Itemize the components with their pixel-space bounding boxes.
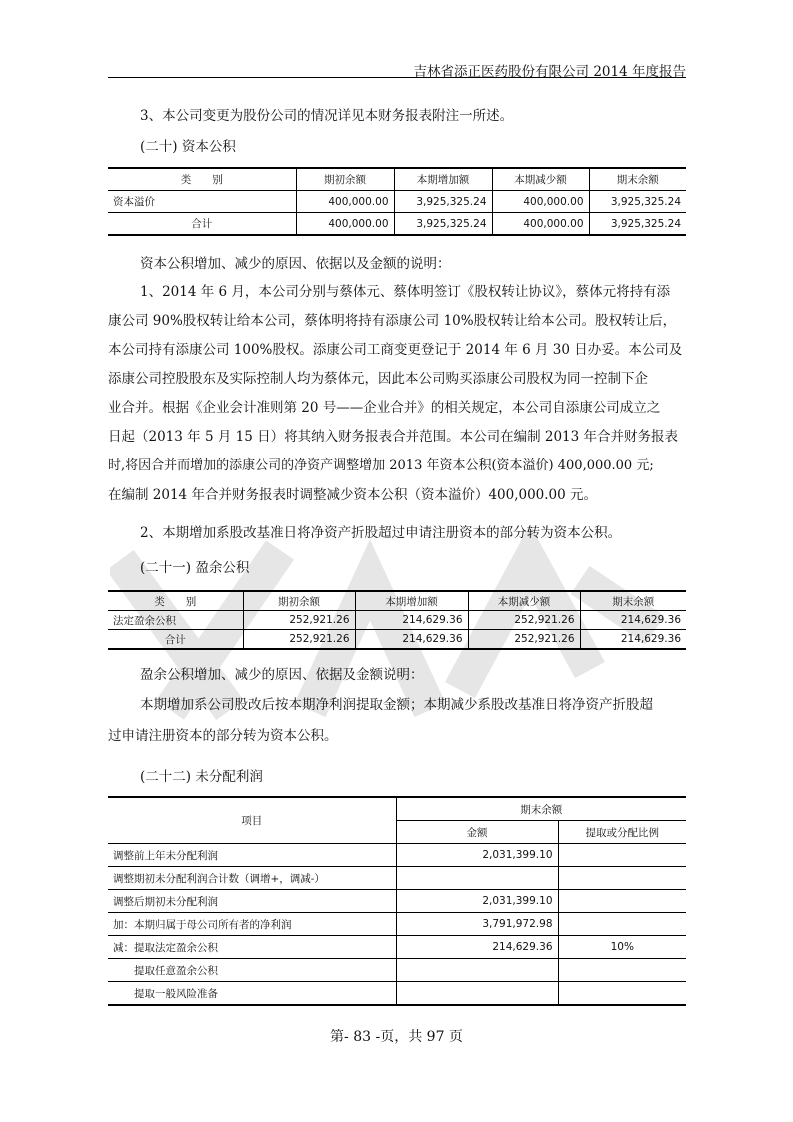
- explain-line: 过申请注册资本的部分转为资本公积。: [108, 728, 338, 744]
- table-row: [108, 844, 686, 867]
- column-header: 本期增加额: [355, 591, 468, 611]
- row-label: 提取一般风险准备: [108, 982, 396, 1006]
- cell-value: [558, 959, 686, 982]
- cell-value: 214,629.36: [396, 936, 558, 959]
- column-header: 类 别: [108, 168, 296, 191]
- cell-value: 400,000.00: [492, 191, 589, 213]
- cell-value: [558, 890, 686, 913]
- explain-line: 在编制 2014 年合并财务报表时调整减少资本公积（资本溢价）400,000.00 元。: [108, 487, 598, 503]
- explain-line: 时,将因合并而增加的添康公司的净资产调整增加 2013 年资本公积(资本溢价) 400,000.00 元;: [108, 458, 654, 473]
- cell-value: 400,000.00: [492, 213, 589, 236]
- column-header-amount: 金额: [396, 821, 558, 844]
- cell-value: [558, 913, 686, 936]
- row-label: 资本溢价: [108, 191, 296, 213]
- cell-value: [396, 867, 558, 890]
- cell-value: 10%: [558, 936, 686, 959]
- cell-value: [558, 867, 686, 890]
- row-label: 调整前上年未分配利润: [108, 844, 396, 867]
- cell-value: 252,921.26: [243, 630, 355, 650]
- explain-line: 添康公司控股股东及实际控制人均为蔡体元，因此本公司购买添康公司股权为同一控制下企: [108, 371, 648, 387]
- cell-value: [396, 982, 558, 1006]
- column-header: 类 别: [108, 591, 243, 611]
- column-header: 本期增加额: [394, 168, 492, 191]
- column-header-item: 项目: [108, 797, 396, 844]
- cell-value: 214,629.36: [580, 611, 686, 630]
- table-row-total: [108, 630, 686, 650]
- table-row: [108, 982, 686, 1006]
- table-row: [108, 191, 686, 213]
- table-row: [108, 867, 686, 890]
- row-label: 调整期初未分配利润合计数（调增+，调减-）: [108, 867, 396, 890]
- explain-line: 本期增加系公司股改后按本期净利润提取金额；本期减少系股改基准日将净资产折股超: [140, 697, 653, 713]
- cell-value: 3,925,325.24: [394, 191, 492, 213]
- header-rule: [108, 77, 686, 78]
- table-row: [108, 611, 686, 630]
- table-row-total: [108, 213, 686, 236]
- column-header: 本期减少额: [468, 591, 580, 611]
- row-label: 合计: [108, 630, 243, 650]
- explain-line: 本公司持有添康公司 100%股权。添康公司工商变更登记于 2014 年 6 月 30 日办妥。本公司及: [108, 342, 683, 358]
- undistributed-profit-table: [108, 796, 686, 1006]
- table-header-row: [108, 168, 686, 191]
- table-row: [108, 913, 686, 936]
- explain-line: 2、本期增加系股改基准日将净资产折股超过申请注册资本的部分转为资本公积。: [140, 525, 622, 541]
- column-header: 期初余额: [296, 168, 394, 191]
- table-row: [108, 936, 686, 959]
- explain-line: 业合并。根据《企业会计准则第 20 号——企业合并》的相关规定，本公司自添康公司成立之: [108, 400, 661, 416]
- cell-value: 252,921.26: [468, 611, 580, 630]
- cell-value: [558, 982, 686, 1006]
- cell-value: 3,791,972.98: [396, 913, 558, 936]
- report-header: 吉林省添正医药股份有限公司 2014 年度报告: [413, 64, 686, 80]
- surplus-explain-title: 盈余公积增加、减少的原因、依据及金额说明：: [140, 667, 424, 683]
- explain-line: 1、2014 年 6 月，本公司分别与蔡体元、蔡体明签订《股权转让协议》，蔡体元将持有添: [140, 284, 671, 300]
- row-label: 减：提取法定盈余公积: [108, 936, 396, 959]
- cell-value: 214,629.36: [580, 630, 686, 650]
- column-header: 期末余额: [580, 591, 686, 611]
- row-label: 调整后期初未分配利润: [108, 890, 396, 913]
- cell-value: 400,000.00: [296, 213, 394, 236]
- cell-value: 400,000.00: [296, 191, 394, 213]
- cell-value: 3,925,325.24: [589, 213, 686, 236]
- cell-value: 2,031,399.10: [396, 890, 558, 913]
- cell-value: [396, 959, 558, 982]
- column-header: 期初余额: [243, 591, 355, 611]
- surplus-reserve-table: [108, 590, 686, 650]
- cell-value: 214,629.36: [355, 630, 468, 650]
- table-row: [108, 890, 686, 913]
- cell-value: 252,921.26: [243, 611, 355, 630]
- cell-value: 2,031,399.10: [396, 844, 558, 867]
- column-header: 本期减少额: [492, 168, 589, 191]
- section-22-title: (二十二) 未分配利润: [140, 769, 263, 785]
- column-header-ratio: 提取或分配比例: [558, 821, 686, 844]
- cell-value: 214,629.36: [355, 611, 468, 630]
- section-21-title: (二十一) 盈余公积: [140, 560, 250, 576]
- para-company-change: 3、本公司变更为股份公司的情况详见本财务报表附注一所述。: [140, 108, 514, 124]
- row-label: 合计: [108, 213, 296, 236]
- page-number: 第- 83 -页，共 97 页: [330, 1029, 463, 1045]
- capital-reserve-table: [108, 167, 686, 236]
- column-header-group: 期末余额: [396, 797, 686, 821]
- cell-value: [558, 844, 686, 867]
- row-label: 法定盈余公积: [108, 611, 243, 630]
- cell-value: 3,925,325.24: [589, 191, 686, 213]
- row-label: 加：本期归属于母公司所有者的净利润: [108, 913, 396, 936]
- table-row: [108, 959, 686, 982]
- explain-line: 康公司 90%股权转让给本公司，蔡体明将持有添康公司 10%股权转让给本公司。股权转让后，: [108, 313, 677, 329]
- column-header: 期末余额: [589, 168, 686, 191]
- explain-line: 日起（2013 年 5 月 15 日）将其纳入财务报表合并范围。本公司在编制 2013 年合并财务报表: [108, 429, 679, 445]
- section-20-title: (二十) 资本公积: [140, 139, 236, 155]
- cell-value: 3,925,325.24: [394, 213, 492, 236]
- table-header-row: [108, 591, 686, 611]
- row-label: 提取任意盈余公积: [108, 959, 396, 982]
- capital-reserve-explain-title: 资本公积增加、减少的原因、依据以及金额的说明：: [140, 256, 451, 272]
- table-header-row: [108, 797, 686, 821]
- cell-value: 252,921.26: [468, 630, 580, 650]
